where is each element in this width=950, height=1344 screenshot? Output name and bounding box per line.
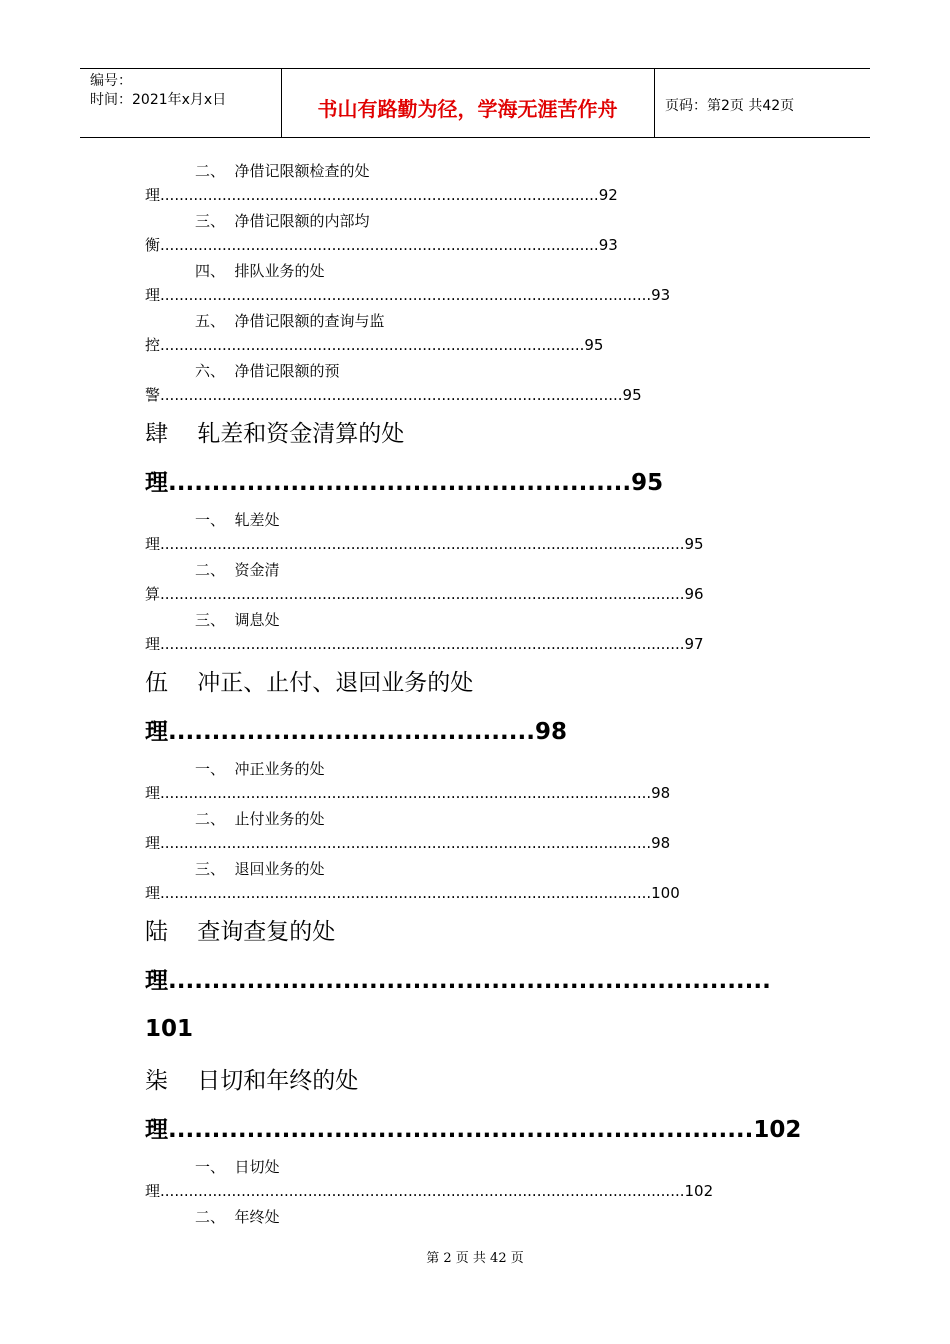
toc-entry-title[interactable]: 二、 净借记限额检查的处 [195,162,370,180]
toc-page-number: 100 [651,884,680,902]
header-page-cell [655,69,870,137]
toc-entry-title[interactable]: 一、 冲正业务的处 [195,760,325,778]
toc-entry-title[interactable]: 二、 资金清 [195,561,280,579]
toc-page-number: 102 [753,1117,802,1143]
toc-entry-title[interactable]: 二、 年终处 [195,1208,280,1226]
toc-entry-leader[interactable]: 理............................................................................................92 [145,186,618,204]
toc-entry-leader[interactable]: 警.................................................................................................95 [145,386,642,404]
toc-page-number[interactable]: 101 [145,1016,194,1042]
header-motto: 书山有路勤为径，学海无涯苦作舟 [317,97,618,121]
toc-page-number: 95 [631,470,664,496]
document-header [80,68,870,138]
toc-page-number: 93 [651,286,671,304]
toc-page-number: 95 [622,386,642,404]
toc-entry-leader[interactable]: 理.......................................................................................................93 [145,286,671,304]
toc-entry-title[interactable]: 三、 调息处 [195,611,280,629]
toc-entry-leader[interactable]: 理..............................................................................................................102 [145,1182,714,1200]
toc-chapter-leader[interactable]: 理.....................................................95 [145,470,664,496]
document-time-label: 时间：2021年x月x日 [90,92,227,108]
toc-entry-leader[interactable]: 算..............................................................................................................96 [145,585,704,603]
toc-entry-title[interactable]: 四、 排队业务的处 [195,262,325,280]
toc-entry-title[interactable]: 三、 退回业务的处 [195,860,325,878]
header-motto-cell [281,69,655,137]
toc-chapter-title[interactable]: 伍 冲正、止付、退回业务的处 [145,670,474,696]
toc-entry-leader[interactable]: 理..............................................................................................................97 [145,635,704,653]
toc-entry-title[interactable]: 六、 净借记限额的预 [195,362,340,380]
toc-page-number: 96 [684,585,704,603]
toc-entry-title[interactable]: 一、 轧差处 [195,511,280,529]
header-meta-cell [80,69,282,137]
toc-page-number: 98 [651,784,671,802]
toc-entry-leader[interactable]: 理.......................................................................................................98 [145,784,671,802]
toc-chapter-leader[interactable]: 理..................................................................... [145,968,771,994]
toc-page-number: 97 [684,635,704,653]
toc-page-number: 102 [684,1182,714,1200]
toc-page-number: 95 [684,535,704,553]
document-number-label: 编号： [90,73,132,89]
toc-entry-title[interactable]: 二、 止付业务的处 [195,810,325,828]
toc-entry-title[interactable]: 五、 净借记限额的查询与监 [195,312,385,330]
toc-page-number: 92 [598,186,618,204]
toc-entry-title[interactable]: 一、 日切处 [195,1158,280,1176]
toc-chapter-title[interactable]: 柒 日切和年终的处 [145,1068,359,1094]
toc-chapter-title[interactable]: 陆 查询查复的处 [145,919,336,945]
toc-page-number: 95 [584,336,604,354]
toc-page-number: 93 [598,236,618,254]
page-footer: 第 2 页 共 42 页 [426,1251,524,1266]
toc-chapter-title[interactable]: 肆 轧差和资金清算的处 [145,421,405,447]
toc-entry-leader[interactable]: 理..............................................................................................................95 [145,535,704,553]
toc-entry-leader[interactable]: 理.......................................................................................................98 [145,834,671,852]
toc-page-number: 98 [651,834,671,852]
header-page-info: 页码：第2页 共42页 [665,98,795,114]
toc-page-number: 98 [534,719,567,745]
toc-chapter-leader[interactable]: 理..........................................98 [145,719,567,745]
toc-chapter-leader[interactable]: 理...................................................................102 [145,1117,802,1143]
toc-entry-leader[interactable]: 理.......................................................................................................100 [145,884,680,902]
toc-entry-leader[interactable]: 控.........................................................................................95 [145,336,604,354]
toc-entry-title[interactable]: 三、 净借记限额的内部均 [195,212,370,230]
toc-entry-leader[interactable]: 衡............................................................................................93 [145,236,618,254]
